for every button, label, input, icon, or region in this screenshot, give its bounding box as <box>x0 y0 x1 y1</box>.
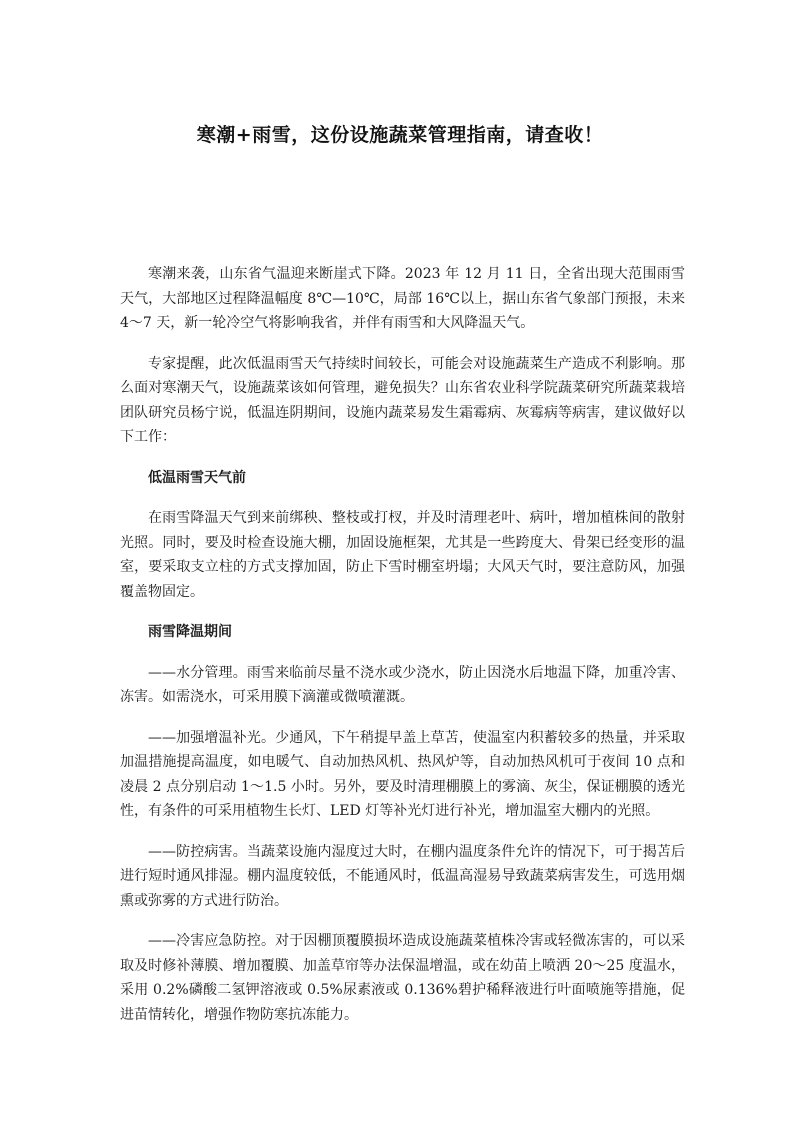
measure-cold-damage: ——冷害应急防控。对于因棚顶覆膜损坏造成设施蔬菜植株冷害或轻微冻害的，可以采取及时修补薄膜、增加覆膜、加盖草帘等办法保温增温，或在幼苗上喷洒 20～25 度温水，采用 0.2%磷酸二氢钾溶液或 0.5%尿素液或 0.136%碧护稀释液进行叶面喷施等措施，促进苗情转化，增强作物防寒抗冻能力。 <box>120 933 685 1023</box>
section-paragraph-before-snow: 在雨雪降温天气到来前绑秧、整枝或打杈，并及时清理老叶、病叶，增加植株间的散射光照。同时，要及时检查设施大棚，加固设施框架，尤其是一些跨度大、骨架已经变形的温室，要采取支立柱的方式支撑加固，防止下雪时棚室坍塌；大风天气时，要注意防风，加强覆盖物固定。 <box>120 510 685 600</box>
intro-paragraph-1: 寒潮来袭，山东省气温迎来断崖式下降。2023 年 12 月 11 日，全省出现大范围雨雪天气，大部地区过程降温幅度 8℃—10℃，局部 16℃以上，据山东省气象部门预报，未来 4～7 天，新一轮冷空气将影响我省，并伴有雨雪和大风降温天气。 <box>120 266 685 331</box>
measure-heating-lighting: ——加强增温补光。少通风，下午稍提早盖上草苫，使温室内积蓄较多的热量，并采取加温措施提高温度，如电暖气、自动加热风机、热风炉等，自动加热风机可于夜间 10 点和凌晨 2 点分别启动 1～1.5 小时。另外，要及时清理棚膜上的雾滴、灰尘，保证棚膜的透光性，有条件的可采用植物生长灯、LED 灯等补光灯进行补光，增加温室大棚内的光照。 <box>120 729 685 819</box>
measure-disease-control: ——防控病害。当蔬菜设施内湿度过大时，在棚内温度条件允许的情况下，可于揭苫后进行短时通风排湿。棚内温度较低，不能通风时，低温高湿易导致蔬菜病害发生，可选用烟熏或弥雾的方式进行防治。 <box>120 843 685 909</box>
measure-water-management: ——水分管理。雨雪来临前尽量不浇水或少浇水，防止因浇水后地温下降，加重冷害、冻害。如需浇水，可采用膜下滴灌或微喷灌溉。 <box>120 664 685 705</box>
document-title: 寒潮+雨雪，这份设施蔬菜管理指南，请查收！ <box>196 124 604 146</box>
document-body <box>120 262 685 1043</box>
section-heading-before-snow: 低温雨雪天气前 <box>148 469 246 486</box>
section-heading-during-snow: 雨雪降温期间 <box>148 624 232 640</box>
intro-paragraph-2: 专家提醒，此次低温雨雪天气持续时间较长，可能会对设施蔬菜生产造成不利影响。那么面对寒潮天气，设施蔬菜该如何管理，避免损失？山东省农业科学院蔬菜研究所蔬菜栽培团队研究员杨宁说，低温连阴期间，设施内蔬菜易发生霜霉病、灰霉病等病害，建议做好以下工作： <box>120 355 685 445</box>
